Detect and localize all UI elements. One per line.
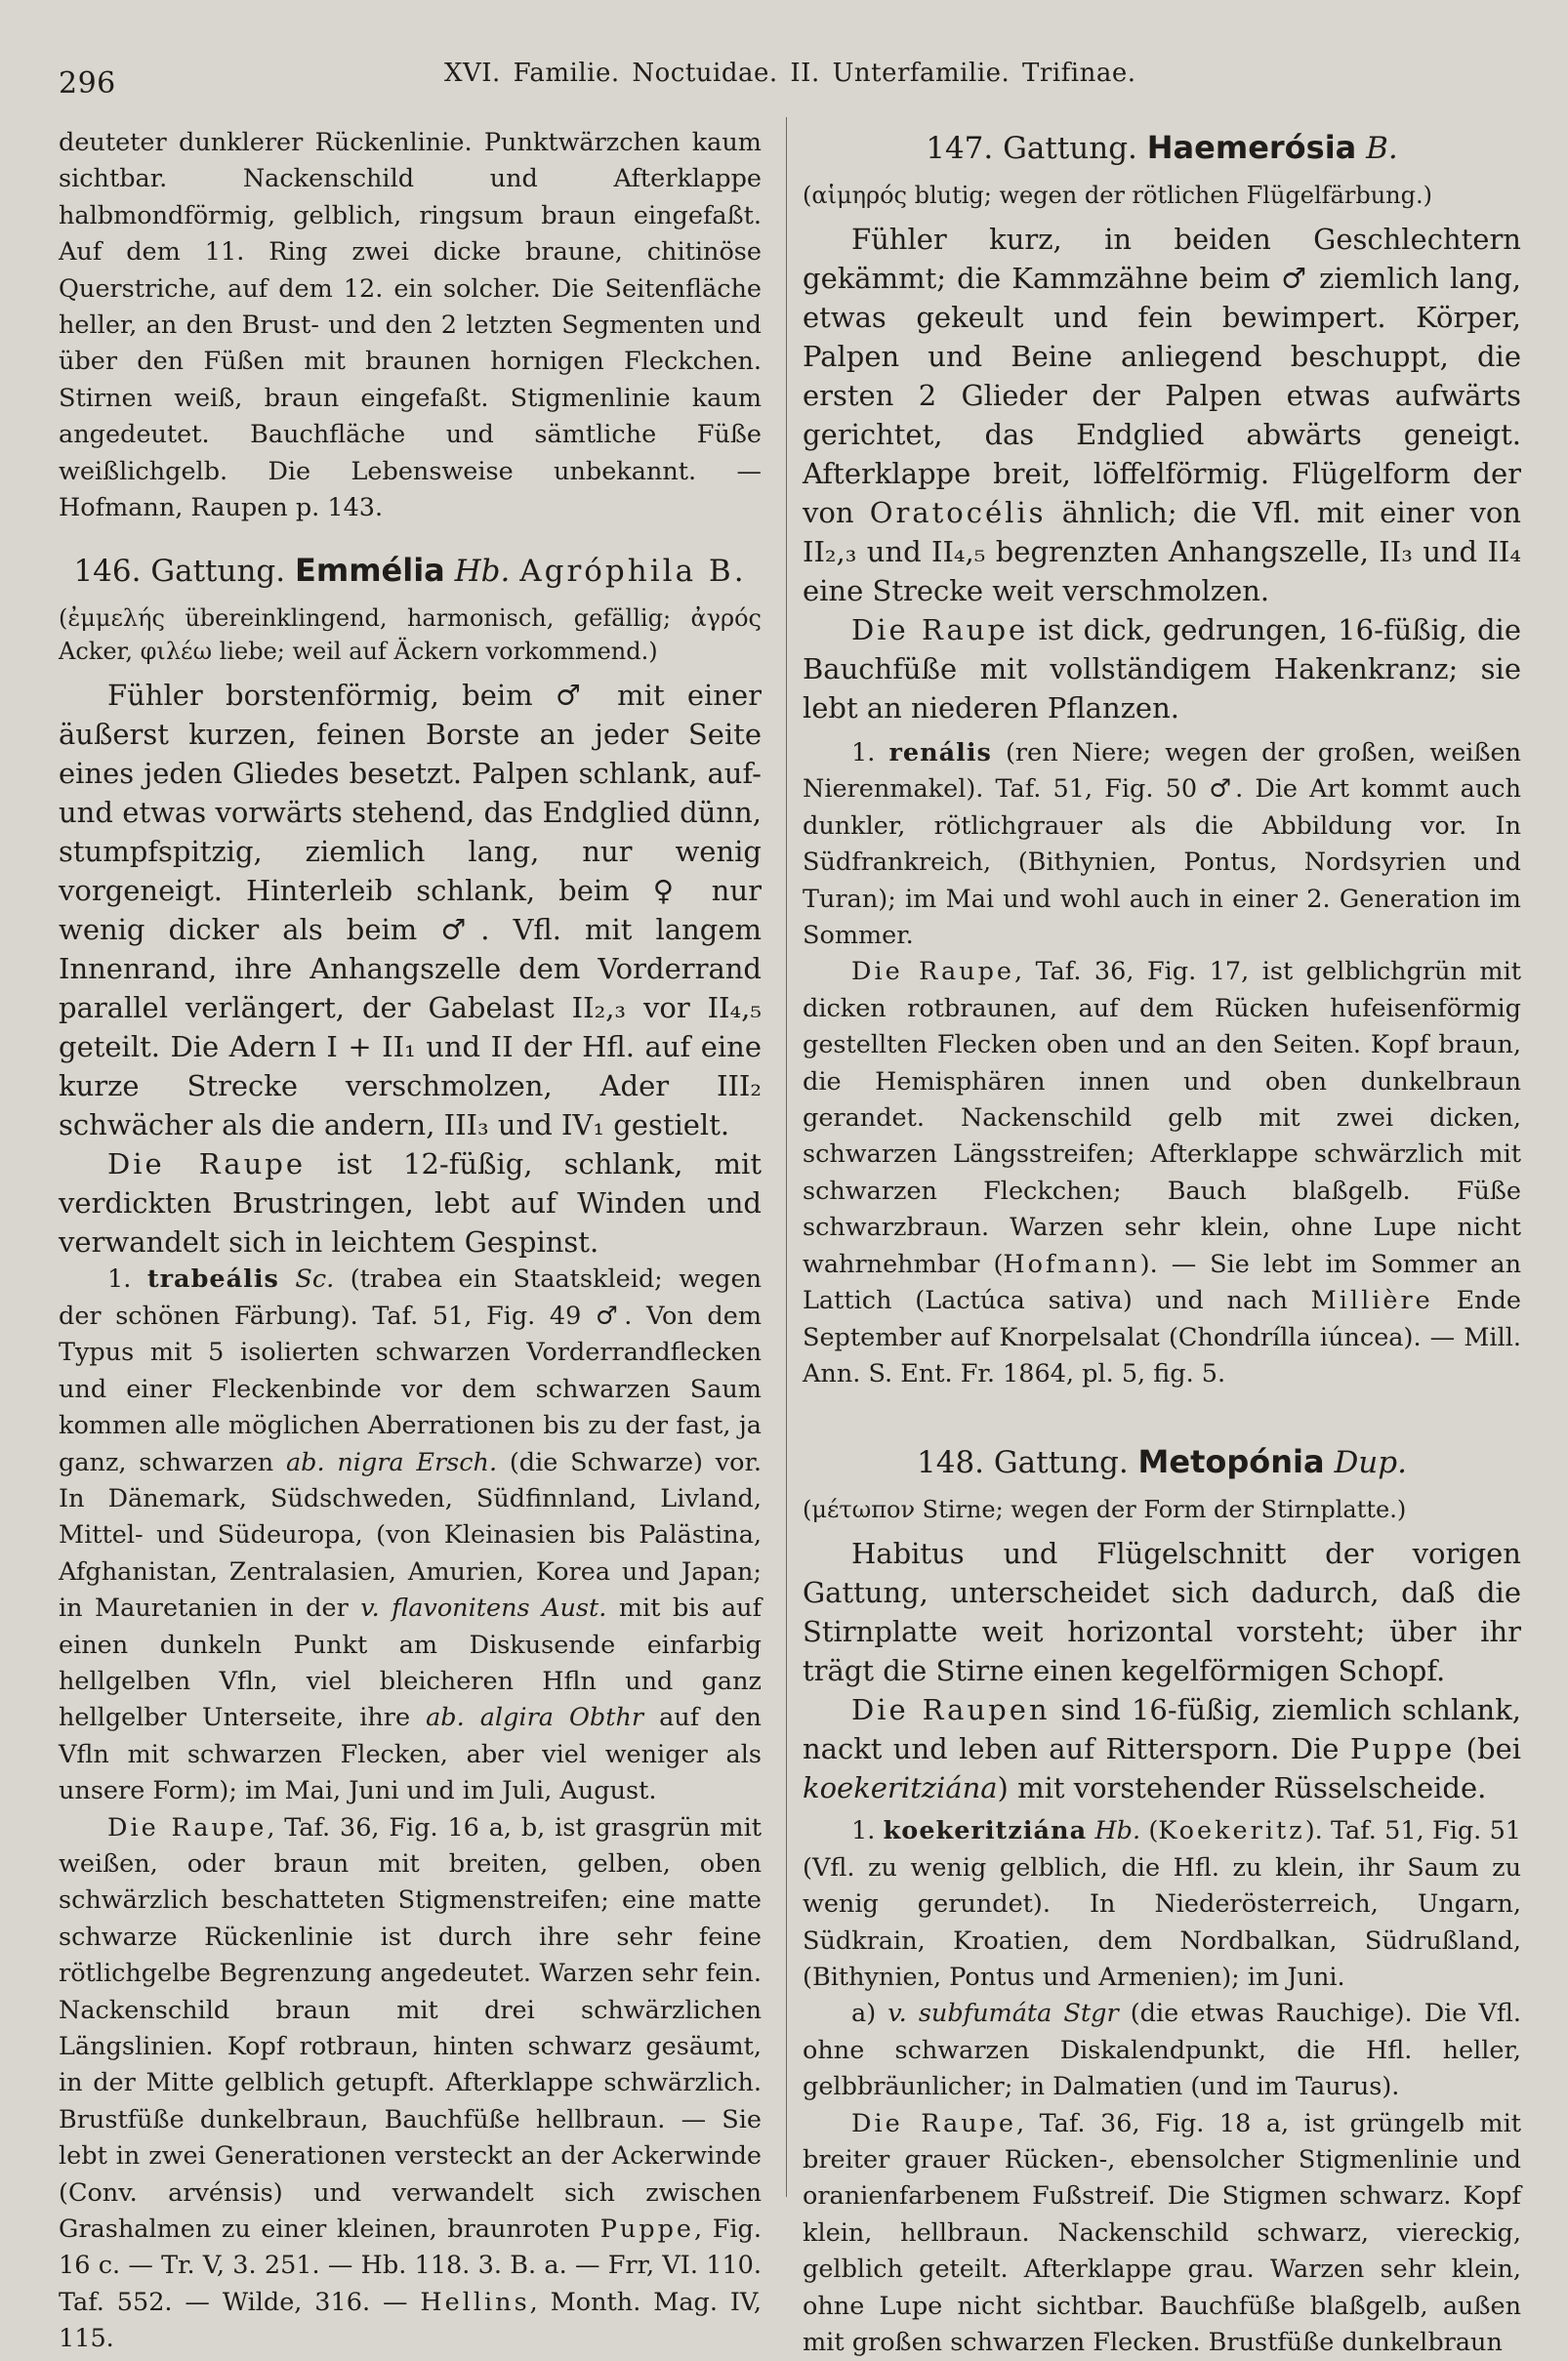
species-text: (ren Niere; wegen der großen, weißen Nierenmakel). Taf. 51, Fig. 50 ♂. Die Art kommt auch dunkler, rötlichgrauer als die Abbildung vor. In Südfrankreich, (Bithynien, Pontus, Nordsyrien und Turan); im Mai und wohl auch in einer 2. Generation im Sommer. — [803, 738, 1521, 951]
larva-label: Die Raupe — [107, 1147, 306, 1181]
larva-description — [803, 2106, 1521, 2361]
genus-heading-147 — [803, 125, 1521, 171]
variety-entry-subfumata — [803, 1996, 1521, 2105]
species-text: mit bis auf einen dunkeln Punkt am Diskusende einfarbig hellgelben Vfln, viel bleicheren Hfln und ganz hellgelber Unterseite, ihre — [59, 1594, 763, 1733]
larva-description — [59, 1810, 762, 2358]
larva-text: , Taf. 36, Fig. 17, ist gelblichgrün mit dicken rotbraunen, auf dem Rücken hufeisenförmig gestellten Flecken oben und an den Seiten. Kopf braun, die Hemisphären innen und oben dunkelbraun gerandet. Nackenschild gelb mit zwei dicken, schwarzen Längsstreifen; Afterklappe schwärzlich mit schwarzen Fleckchen; Bauch blaßgelb. Füße schwarzbraun. Warzen sehr klein, ohne Lupe nicht wahrnehmbar ( — [803, 957, 1522, 1279]
species-text: auf den Vfln mit schwarzen Flecken, aber viel weniger als unsere Form); im Mai, Juni und im Juli, August. — [59, 1703, 762, 1806]
larva-text: ). — Sie lebt im Sommer an Lattich (Lactúca sativa) und nach — [803, 1249, 1521, 1316]
right-column — [803, 125, 1521, 2361]
larva-text: ist 12-füßig, schlank, mit verdickten Brustringen, lebt auf Winden und verwandelt sich in leichtem Gespinst. — [59, 1147, 762, 1260]
genus-author: B. — [1366, 131, 1398, 166]
genus-heading-148 — [803, 1439, 1521, 1485]
larva-label: Die Raupe — [851, 2108, 1017, 2138]
genus-name: Haemerósia — [1146, 129, 1357, 166]
genus-number: 146. Gattung. — [73, 554, 286, 590]
larva-text: (bei — [1455, 1732, 1521, 1766]
species-number: 1. — [107, 1264, 132, 1295]
genus-number: 148. Gattung. — [917, 1445, 1129, 1481]
species-author: Hb. — [1094, 1816, 1141, 1846]
species-number: 1. — [851, 1816, 876, 1846]
species-name: koekeritziána — [883, 1816, 1088, 1846]
variety-label: a) — [851, 1999, 877, 2029]
larva-text: ) mit vorstehender Rüsselscheide. — [997, 1771, 1487, 1805]
genus-name: Metopónia — [1137, 1443, 1325, 1481]
etymology-146: (ἐμμελής übereinklingend, harmonisch, gefällig; ἀγρός Acker, φιλέω liebe; weil auf Äckern vorkommend.) — [59, 604, 762, 666]
species-author: Sc. — [295, 1264, 335, 1295]
pupa-label: Puppe — [599, 2215, 695, 2245]
genus-synonym: Agróphila B. — [519, 554, 747, 590]
reference-text: Ende September auf Knorpelsalat (Chondrílla iúncea). — Mill. Ann. S. Ent. Fr. 1864, pl. 5, fig. 5. — [803, 1286, 1521, 1388]
page-header — [59, 57, 1523, 105]
species-text: ( — [1140, 1816, 1159, 1846]
species-entry-renalis — [803, 735, 1521, 954]
larva-paragraph — [803, 610, 1521, 727]
running-title: XVI. Familie. Noctuidae. II. Unterfamilie. Trifinae. — [444, 59, 1136, 88]
aberration-name: ab. algira Obthr — [426, 1703, 644, 1733]
genus-description — [803, 220, 1521, 610]
species-entry-trabealis — [59, 1262, 762, 1809]
variety-text: (die etwas Rauchige). Die Vfl. ohne schwarzen Diskalendpunkt, die Hfl. heller, gelbbräunlicher; in Dalmatien (und im Taurus). — [803, 1999, 1521, 2102]
larva-text: , Taf. 36, Fig. 16 a, b, ist grasgrün mit weißen, oder braun mit breiten, gelben, oben schwärzlich beschatteten Stigmenstreifen; eine matte schwarze Rückenlinie ist durch ihre sehr feine rötlichgelbe Begrenzung angedeutet. Warzen sehr fein. Nackenschild braun mit drei schwärzlichen Längslinien. Kopf rotbraun, hinten schwarz gesäumt, in der Mitte gelblich getupft. Afterklappe schwärzlich. Brustfüße dunkelbraun, Bauchfüße hellbraun. — Sie lebt in zwei Generationen versteckt an der Ackerwinde (Conv. arvénsis) und verwandelt sich zwischen Grashalmen zu einer kleinen, braunroten — [59, 1812, 762, 2245]
larva-text: sind 16-füßig, ziemlich schlank, nackt und leben auf Rittersporn. Die — [803, 1693, 1522, 1766]
continued-paragraph: deuteter dunklerer Rückenlinie. Punktwärzchen kaum sichtbar. Nackenschild und Afterklappe halbmondförmig, gelblich, ringsum braun eingefaßt. Auf dem 11. Ring zwei dicke braune, chitinöse Querstriche, auf dem 12. ein solcher. Die Seitenfläche heller, an den Brust- und den 2 letzten Segmenten und über den Füßen mit braunen hornigen Fleckchen. Stirnen weiß, braun eingefaßt. Stigmenlinie kaum angedeutet. Bauchfläche und sämtliche Füße weißlichgelb. Die Lebensweise unbekannt. — Hofmann, Raupen p. 143. — [59, 128, 762, 523]
larva-label: Die Raupe — [107, 1812, 268, 1843]
genus-reference: Oratocélis — [869, 496, 1047, 529]
variety-name: v. flavonitens Aust. — [360, 1594, 607, 1624]
page-number: 296 — [59, 66, 116, 101]
larva-label: Die Raupe — [851, 957, 1014, 987]
species-text: ). Taf. 51, Fig. 51 (Vfl. zu wenig gelblich, die Hfl. zu klein, ihr Saum zu wenig gerundet). In Niederösterreich, Ungarn, Südkrain, Kroatien, dem Nordbalkan, Südrußland, (Bithynien, Pontus und Armenien); im Juni. — [803, 1816, 1522, 1992]
larva-paragraph — [59, 1144, 762, 1262]
genus-description: Habitus und Flügelschnitt der vorigen Gattung, unterscheidet sich dadurch, daß die Stirnplatte weit horizontal vorsteht; über ihr trägt die Stirne einen kegelförmigen Schopf. — [803, 1537, 1521, 1688]
author-name: Hofmann — [1003, 1249, 1140, 1279]
genus-number: 147. Gattung. — [926, 131, 1137, 166]
larva-text: ist dick, gedrungen, 16-füßig, die Bauchfüße mit vollständigem Hakenkranz; sie lebt an niederen Pflanzen. — [803, 613, 1521, 725]
author-name: Koekeritz — [1158, 1816, 1305, 1846]
larva-label: Die Raupe — [851, 613, 1029, 646]
genus-author: Dup. — [1334, 1445, 1407, 1481]
aberration-name: ab. nigra Ersch. — [285, 1447, 498, 1477]
description-text: ähnlich; die Vfl. mit einer von II₂,₃ und II₄,₅ begrenzten Anhangszelle, II₃ und II₄ eine Strecke weit verschmolzen. — [803, 496, 1521, 607]
left-column — [59, 125, 762, 2358]
species-reference: koekeritziána — [803, 1771, 998, 1805]
author-name: Millière — [1310, 1286, 1433, 1316]
larva-text: , Taf. 36, Fig. 18 a, ist grüngelb mit breiter grauer Rücken-, ebensolcher Stigmenlinie und oranienfarbenem Fußstreif. Die Stigmen schwarz. Kopf klein, hellbraun. Nackenschild schwarz, viereckig, gelblich geteilt. Afterklappe grau. Warzen sehr klein, ohne Lupe nicht sichtbar. Bauchfüße blaßgelb, außen mit großen schwarzen Flecken. Brustfüße dunkelbraun — [803, 2108, 1521, 2357]
species-number: 1. — [851, 738, 876, 767]
genus-description: Fühler borstenförmig, beim ♂ mit einer äußerst kurzen, feinen Borste an jeder Seite eines jeden Gliedes besetzt. Palpen schlank, auf- und etwas vorwärts stehend, das Endglied dünn, stumpfspitzig, ziemlich lang, nur wenig vorgeneigt. Hinterleib schlank, beim ♀ nur wenig dicker als beim ♂. Vfl. mit langem Innenrand, ihre Anhangszelle dem Vorderrand parallel verlängert, der Gabelast II₂,₃ vor II₄,₅ geteilt. Die Adern I + II₁ und II der Hfl. auf eine kurze Strecke verschmolzen, Ader III₂ schwächer als die andern, III₃ und IV₁ gestielt. — [59, 679, 762, 1142]
description-text: Fühler kurz, in beiden Geschlechtern gekämmt; die Kammzähne beim ♂ ziemlich lang, etwas gekeult und fein bewimpert. Körper, Palpen und Beine anliegend beschuppt, die ersten 2 Glieder der Palpen etwas aufwärts gerichtet, das Endglied abwärts geneigt. Afterklappe breit, löffelförmig. Flügelform der von — [803, 223, 1521, 529]
species-name: renális — [888, 738, 992, 767]
etymology-148: (μέτωπον Stirne; wegen der Form der Stirnplatte.) — [803, 1496, 1407, 1524]
etymology-147: (αἱμηρός blutig; wegen der rötlichen Flügelfärbung.) — [803, 182, 1432, 209]
genus-heading-146 — [59, 548, 762, 594]
larva-label: Die Raupen — [851, 1693, 1051, 1727]
genus-name: Emmélia — [294, 552, 445, 590]
larva-description — [803, 954, 1521, 1392]
larva-paragraph — [803, 1690, 1521, 1807]
variety-name: v. subfumáta Stgr — [887, 1999, 1119, 2029]
author-name: Hellins — [420, 2287, 530, 2317]
pupa-label: Puppe — [1349, 1732, 1456, 1766]
reference-text: , Month. Mag. IV, 115. — [59, 2287, 762, 2354]
column-divider — [786, 117, 787, 2197]
species-entry-koekeritziana — [803, 1813, 1521, 1996]
species-name: trabeális — [146, 1264, 279, 1295]
species-text: (die Schwarze) vor. In Dänemark, Südschweden, Südfinnland, Livland, Mittel- und Südeuropa, (von Kleinasien bis Palästina, Afghanistan, Zentralasien, Amurien, Korea und Japan; in Mauretanien in der — [59, 1447, 762, 1624]
genus-author: Hb. — [454, 554, 511, 590]
species-text: (trabea ein Staatskleid; wegen der schönen Färbung). Taf. 51, Fig. 49 ♂. Von dem Typus mit 5 isolierten schwarzen Vorderrandflecken und einer Fleckenbinde vor dem schwarzen Saum kommen alle möglichen Aberrationen bis zu der fast, ja ganz, schwarzen — [59, 1264, 762, 1477]
spacer — [803, 1392, 1521, 1418]
reference-text: , Fig. 16 c. — Tr. V, 3. 251. — Hb. 118. 3. B. a. — Frr, VI. 110. Taf. 552. — Wilde, 316. — — [59, 2215, 762, 2317]
